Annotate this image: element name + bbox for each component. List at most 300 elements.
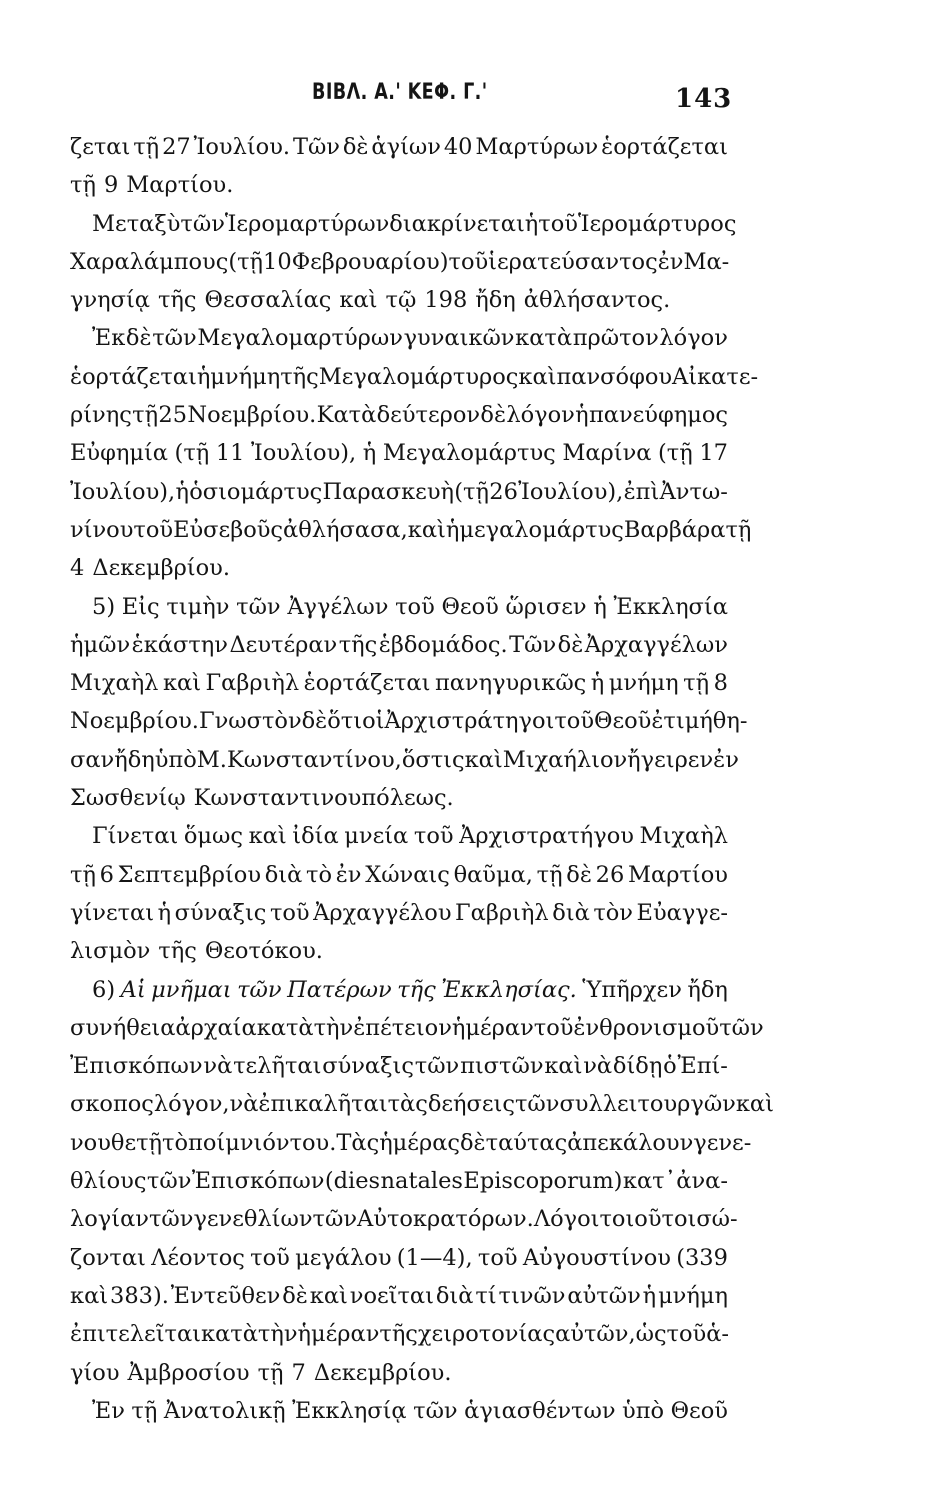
- text-line: [70, 358, 759, 396]
- word: τοιοῦτοι: [599, 1206, 697, 1233]
- word: νίνου: [70, 516, 134, 543]
- word: ἡ: [445, 516, 460, 543]
- word: τῇ: [133, 134, 160, 160]
- text-line: [70, 664, 728, 702]
- word: ἀνα-: [676, 1168, 728, 1195]
- word: σκοπος: [70, 1091, 154, 1118]
- word: Δεκεμβρίου.: [313, 1359, 452, 1386]
- word: δὲ: [460, 1129, 486, 1156]
- word: τινῶν: [498, 1282, 566, 1309]
- word: Ἀρχαγγέλου: [313, 899, 452, 926]
- word: 6): [92, 976, 116, 1003]
- word: ἤδη: [475, 287, 516, 314]
- word: ἑορτάζεται: [70, 363, 197, 390]
- word: σαν: [70, 746, 115, 773]
- word: Ἀμβροσίου: [127, 1359, 250, 1386]
- word: ἱερατεύσαντος: [488, 248, 658, 275]
- word: σύναξις: [322, 1053, 414, 1080]
- word: Νοεμβρίου.: [187, 402, 317, 429]
- word: τιμὴν: [166, 593, 230, 620]
- text-line: [70, 166, 728, 204]
- text-line: [70, 319, 728, 357]
- word: Ἱερομάρτυρος: [577, 210, 737, 237]
- word: τῆς: [397, 976, 436, 1003]
- word: τῶν: [413, 1397, 458, 1424]
- word: μνῆμαι: [151, 976, 232, 1003]
- word: 383).: [110, 1282, 169, 1309]
- word: ἐν: [335, 861, 362, 888]
- word: Πατέρων: [287, 976, 392, 1003]
- text-line: [70, 1315, 728, 1353]
- word: καὶ: [735, 1091, 774, 1118]
- word: διὰ: [552, 899, 590, 926]
- word: Ἐπισκόπων: [70, 1053, 203, 1080]
- word: Μεγαλομάρτυρος: [318, 363, 519, 390]
- word: καὶ: [162, 670, 202, 697]
- word: Ἀνατολικῇ: [163, 1397, 286, 1424]
- word: ἁγιασθέντων: [464, 1397, 616, 1424]
- word: 26: [489, 478, 518, 505]
- word: αὐτῶν,: [555, 1321, 636, 1348]
- word: δὲ: [125, 325, 152, 352]
- word: Γνωστὸν: [198, 708, 302, 735]
- text-line: [70, 434, 728, 472]
- word: ὥρισεν: [505, 593, 587, 620]
- word: Τῶν: [292, 134, 340, 160]
- word: Κατὰ: [316, 402, 377, 429]
- word: Αἱ: [120, 976, 146, 1003]
- word: ὁ: [663, 1053, 677, 1080]
- word: Ἰουλίου),: [251, 440, 357, 467]
- word: ζονται: [70, 1244, 146, 1271]
- word: γίνεται: [70, 899, 155, 926]
- word: διακρίνεται: [389, 210, 525, 237]
- word: Μα-: [683, 248, 730, 275]
- word: Ἐκκλησίᾳ: [292, 1397, 407, 1424]
- word: Λόγοι: [533, 1206, 600, 1233]
- word: δὲ: [282, 1282, 308, 1309]
- word: τὴν: [257, 1321, 298, 1348]
- word: ζεται: [70, 134, 131, 160]
- word: natales: [380, 1168, 463, 1195]
- word: τὸν: [593, 899, 633, 926]
- word: 5): [92, 593, 116, 620]
- word: τῇ: [536, 861, 563, 888]
- word: τοῦ: [554, 708, 595, 735]
- text-line: [70, 1162, 728, 1200]
- word: ἤδη: [687, 976, 728, 1003]
- word: δίδῃ: [612, 1053, 663, 1080]
- word: τῆς: [379, 1321, 418, 1348]
- word: τῇ: [70, 172, 96, 199]
- text-line: [70, 932, 728, 970]
- text-line: [70, 1354, 728, 1392]
- word: τῶν: [236, 593, 281, 620]
- word: τοῦ: [666, 1321, 707, 1348]
- word: 17: [699, 440, 728, 467]
- page-number: 143: [675, 84, 733, 114]
- word: ἁ-: [706, 1321, 730, 1348]
- word: ἀρχαία: [175, 1014, 257, 1041]
- word: γενε-: [693, 1129, 752, 1156]
- word: τῇ: [725, 516, 752, 543]
- text-line: [70, 1085, 774, 1123]
- word: Αὐτοκρατόρων.: [357, 1206, 534, 1233]
- word: 8: [713, 670, 728, 697]
- word: τῶν: [514, 1091, 560, 1118]
- word: δὲ: [301, 708, 328, 735]
- word: ἡ: [175, 478, 189, 505]
- word: τοῦ: [395, 593, 435, 620]
- word: ἰδία: [292, 823, 339, 850]
- word: δεήσεις: [427, 1091, 515, 1118]
- word: Ἀρχαγγέλων: [584, 631, 728, 658]
- word: τῶν: [146, 1168, 192, 1195]
- word: Χαραλάμπους: [70, 248, 229, 275]
- word: ἡμέρας: [379, 1129, 460, 1156]
- word: Μ.: [196, 746, 227, 773]
- word: ἐπιτελεῖται: [70, 1321, 201, 1348]
- word: (τῇ: [658, 440, 693, 467]
- text-line: [70, 205, 737, 243]
- word: μνήμη: [608, 670, 679, 697]
- word: τῆς: [338, 631, 378, 658]
- word: Γαβριὴλ: [205, 670, 300, 697]
- text-line: [70, 396, 728, 434]
- word: λισμὸν: [70, 938, 151, 965]
- word: Αἰκατε-: [672, 363, 759, 390]
- word: καὶ: [248, 823, 287, 850]
- text-line: [70, 741, 739, 779]
- word: Αὐγουστίνου: [522, 1244, 671, 1271]
- word: Μεγαλομαρτύρων: [197, 325, 403, 352]
- word: δὲ: [557, 631, 584, 658]
- word: κατὰ: [515, 325, 573, 352]
- word: γίου: [70, 1359, 120, 1386]
- word: τῶν: [148, 1206, 194, 1233]
- word: ἀθλήσαντος.: [523, 287, 671, 314]
- word: μνήμη: [658, 1282, 728, 1309]
- word: τῶν: [152, 325, 197, 352]
- word: θαῦμα,: [453, 861, 533, 888]
- word: γυναικῶν: [403, 325, 515, 352]
- page-header: [0, 80, 946, 120]
- word: ὅτι: [327, 708, 363, 735]
- word: ὑπὸ: [622, 1397, 665, 1424]
- text-line: [70, 626, 728, 664]
- word: διὰ: [435, 1282, 474, 1309]
- word: οἱ: [362, 708, 385, 735]
- word: ἐτιμήθη-: [651, 708, 748, 735]
- word: τῶν: [312, 1206, 358, 1233]
- word: σύναξις: [174, 899, 267, 926]
- text-line: [70, 1124, 752, 1162]
- word: Ἱερομαρτύρων: [224, 210, 390, 237]
- word: νὰ: [583, 1053, 613, 1080]
- word: Τῶν: [509, 631, 557, 658]
- word: τὸ: [306, 861, 333, 888]
- word: Μεταξὺ: [92, 210, 181, 237]
- word: ἑορτάζεται: [601, 134, 728, 160]
- word: ἑκάστην: [131, 631, 228, 658]
- word: τὴν: [313, 1014, 354, 1041]
- word: Θεοτόκου.: [204, 938, 323, 965]
- word: τοῦ: [538, 210, 578, 237]
- word: αὐτῶν: [567, 1282, 641, 1309]
- word: ἐπὶ: [623, 478, 660, 505]
- word: πανσόφου: [556, 363, 673, 390]
- word: καὶ: [464, 746, 503, 773]
- running-head: ΒΙΒΛ. Α.' ΚΕΦ. Γ.': [312, 80, 488, 105]
- word: Χώναις: [365, 861, 450, 888]
- word: 4: [70, 555, 85, 582]
- word: Μαρτίου: [627, 861, 728, 888]
- word: ἡ: [196, 363, 211, 390]
- text-line: [70, 894, 728, 932]
- word: 25: [158, 402, 188, 429]
- word: ἡμῶν: [70, 631, 131, 658]
- word: Εὐφημία: [70, 440, 168, 467]
- word: Ἀρχιστράτηγοι: [384, 708, 555, 735]
- word: (339: [676, 1244, 728, 1271]
- word: ρίνης: [70, 402, 132, 429]
- word: ἡ: [642, 1282, 657, 1309]
- word: μεγάλου: [295, 1244, 392, 1271]
- word: Ἐπισκόπων: [191, 1168, 325, 1195]
- word: Θεοῦ: [594, 708, 652, 735]
- word: καὶ: [70, 1282, 109, 1309]
- word: (1—4),: [396, 1244, 473, 1271]
- word: κατὰ: [201, 1321, 258, 1348]
- word: (τῇ: [228, 248, 264, 275]
- word: ἡ: [524, 210, 539, 237]
- word: καὶ: [309, 1282, 348, 1309]
- word: Εὐαγγε-: [636, 899, 728, 926]
- text-line: [70, 779, 728, 817]
- word: Κωνσταντινουπόλεως.: [193, 785, 454, 812]
- word: Θεοῦ: [670, 1397, 728, 1424]
- word: γνησίᾳ: [70, 287, 150, 314]
- word: λόγον: [659, 325, 728, 352]
- word: 11: [215, 440, 245, 467]
- word: τῇ: [683, 670, 710, 697]
- word: ἡ: [593, 593, 607, 620]
- word: Ἰουλίου),: [518, 478, 624, 505]
- word: τοῦ: [133, 516, 174, 543]
- word: (τῇ: [174, 440, 210, 467]
- word: Μαρτίου.: [126, 172, 234, 199]
- word: Τὰς: [336, 1129, 380, 1156]
- word: λόγον: [506, 402, 575, 429]
- word: τοῦ: [448, 248, 489, 275]
- body-text: [70, 128, 774, 1430]
- word: ποίμνιόν: [188, 1129, 290, 1156]
- word: τελῆται: [233, 1053, 322, 1080]
- word: νὰ: [203, 1053, 233, 1080]
- word: τῆς: [157, 287, 197, 314]
- word: Μεγαλομάρτυς: [382, 440, 556, 467]
- word: ἤγειρεν: [627, 746, 714, 773]
- word: ἑορτάζεται: [303, 670, 431, 697]
- word: 26: [595, 861, 625, 888]
- word: Ἐντεῦθεν: [170, 1282, 281, 1309]
- word: Ὑπῆρχεν: [582, 976, 682, 1003]
- word: 10: [263, 248, 292, 275]
- text-line: [70, 817, 728, 855]
- word: τῇ: [70, 861, 96, 888]
- word: λογίαν: [70, 1206, 149, 1233]
- word: καὶ: [407, 516, 446, 543]
- text-line: [70, 1239, 728, 1277]
- text-line: [70, 702, 748, 740]
- word: 40: [443, 134, 473, 160]
- text-line: [70, 511, 752, 549]
- word: τοῦ: [269, 899, 310, 926]
- word: δὲ: [342, 134, 369, 160]
- word: μνήμη: [210, 363, 281, 390]
- word: Ἐπί-: [677, 1053, 728, 1080]
- word: Ἀρχιστρατήγου: [459, 823, 634, 850]
- word: τοῦ: [533, 1014, 574, 1041]
- word: ἐνθρονισμοῦ: [573, 1014, 720, 1041]
- word: Μιχαὴλ: [70, 670, 159, 697]
- word: ἀπεκάλουν: [567, 1129, 694, 1156]
- word: δὲ: [480, 402, 507, 429]
- word: του.: [289, 1129, 337, 1156]
- text-line: [70, 1277, 728, 1315]
- text-line: [70, 588, 728, 626]
- word: τῶν: [237, 976, 282, 1003]
- word: ἡ: [575, 402, 589, 429]
- word: Γαβριὴλ: [455, 899, 549, 926]
- text-line: [70, 473, 728, 511]
- word: ἡ: [590, 670, 605, 697]
- word: ἐπικαλῆται: [258, 1091, 388, 1118]
- word: τὰς: [387, 1091, 428, 1118]
- word: λόγον,: [153, 1091, 230, 1118]
- word: γενεθλίων: [193, 1206, 313, 1233]
- word: ἐν: [657, 248, 684, 275]
- word: ἡ: [362, 440, 377, 467]
- word: ταύτας: [485, 1129, 568, 1156]
- word: Μαρτύρων: [475, 134, 599, 160]
- word: ἡμέραν: [297, 1321, 380, 1348]
- word: νὰ: [229, 1091, 259, 1118]
- word: μνεία: [344, 823, 409, 850]
- text-line: [70, 128, 728, 166]
- word: ὅστις: [401, 746, 465, 773]
- word: ἁγίων: [371, 134, 441, 160]
- word: τῇ: [132, 402, 159, 429]
- word: (dies: [324, 1168, 381, 1195]
- word: ἡμέραν: [451, 1014, 534, 1041]
- text-line: [70, 856, 728, 894]
- word: καὶ: [518, 363, 557, 390]
- word: ὑπὸ: [154, 746, 197, 773]
- word: τῇ: [131, 1397, 158, 1424]
- word: Νοεμβρίου.: [70, 708, 199, 735]
- text-line: [70, 1200, 738, 1238]
- word: Βαρβάρα: [623, 516, 726, 543]
- word: τῷ: [385, 287, 417, 314]
- word: χειροτονίας: [417, 1321, 556, 1348]
- word: Εὐσεβοῦς: [173, 516, 284, 543]
- word: Μιχαὴλ: [639, 823, 728, 850]
- word: 27: [162, 134, 191, 160]
- word: Ἀντω-: [659, 478, 728, 505]
- word: Ἐκκλησία: [613, 593, 728, 620]
- word: Ἐκκλησίας.: [441, 976, 577, 1003]
- word: ἡ: [157, 899, 172, 926]
- word: Ἰουλίου),: [70, 478, 176, 505]
- word: καὶ: [339, 287, 378, 314]
- word: τοῦ: [477, 1244, 518, 1271]
- word: διὰ: [264, 861, 303, 888]
- text-line: [70, 549, 728, 587]
- word: (τῇ: [454, 478, 489, 505]
- word: Λέοντος: [151, 1244, 245, 1271]
- word: Σεπτεμβρίου: [117, 861, 262, 888]
- word: τὸ: [162, 1129, 189, 1156]
- word: Εἰς: [121, 593, 160, 620]
- word: πιστῶν: [460, 1053, 544, 1080]
- word: τῆς: [280, 363, 319, 390]
- word: ἐπέτειον: [353, 1014, 452, 1041]
- word: συνήθεια: [70, 1014, 176, 1041]
- word: Ἀγγέλων: [287, 593, 389, 620]
- word: πανηγυρικῶς: [434, 670, 587, 697]
- word: τοῦ: [413, 823, 454, 850]
- word: ὡς: [635, 1321, 667, 1348]
- word: τί: [475, 1282, 497, 1309]
- word: ἤδη: [114, 746, 155, 773]
- word: νοεῖται: [349, 1282, 434, 1309]
- word: τῶν: [180, 210, 225, 237]
- text-line: [70, 1392, 728, 1430]
- word: πρῶτον: [572, 325, 659, 352]
- word: Ἐκ: [92, 325, 126, 352]
- text-line: [70, 1047, 728, 1085]
- word: συλλειτουργῶν: [559, 1091, 736, 1118]
- word: μεγαλομάρτυς: [459, 516, 624, 543]
- word: Ἰουλίου.: [193, 134, 291, 160]
- word: Μιχαήλιον: [502, 746, 628, 773]
- word: σώ-: [696, 1206, 738, 1233]
- word: ἑβδομάδος.: [378, 631, 508, 658]
- word: ὅμως: [183, 823, 243, 850]
- word: Ἐν: [92, 1397, 125, 1424]
- word: Θεοῦ: [441, 593, 499, 620]
- text-line: [70, 243, 728, 281]
- word: θλίους: [70, 1168, 147, 1195]
- text-line: [70, 281, 728, 319]
- word: πανεύφημος: [588, 402, 728, 429]
- word: ἐν: [713, 746, 739, 773]
- word: τῶν: [414, 1053, 460, 1080]
- word: Δεκεμβρίου.: [92, 555, 231, 582]
- word: ἀθλήσασα,: [283, 516, 408, 543]
- word: 6: [99, 861, 114, 888]
- word: Episcoporum): [463, 1168, 623, 1195]
- word: καὶ: [544, 1053, 583, 1080]
- word: Φεβρουαρίου): [291, 248, 449, 275]
- word: τῇ: [257, 1359, 284, 1386]
- text-line: [70, 971, 728, 1009]
- word: Θεσσαλίας: [204, 287, 332, 314]
- word: νουθετῇ: [70, 1129, 163, 1156]
- word: Γίνεται: [92, 823, 179, 850]
- word: 198: [424, 287, 468, 314]
